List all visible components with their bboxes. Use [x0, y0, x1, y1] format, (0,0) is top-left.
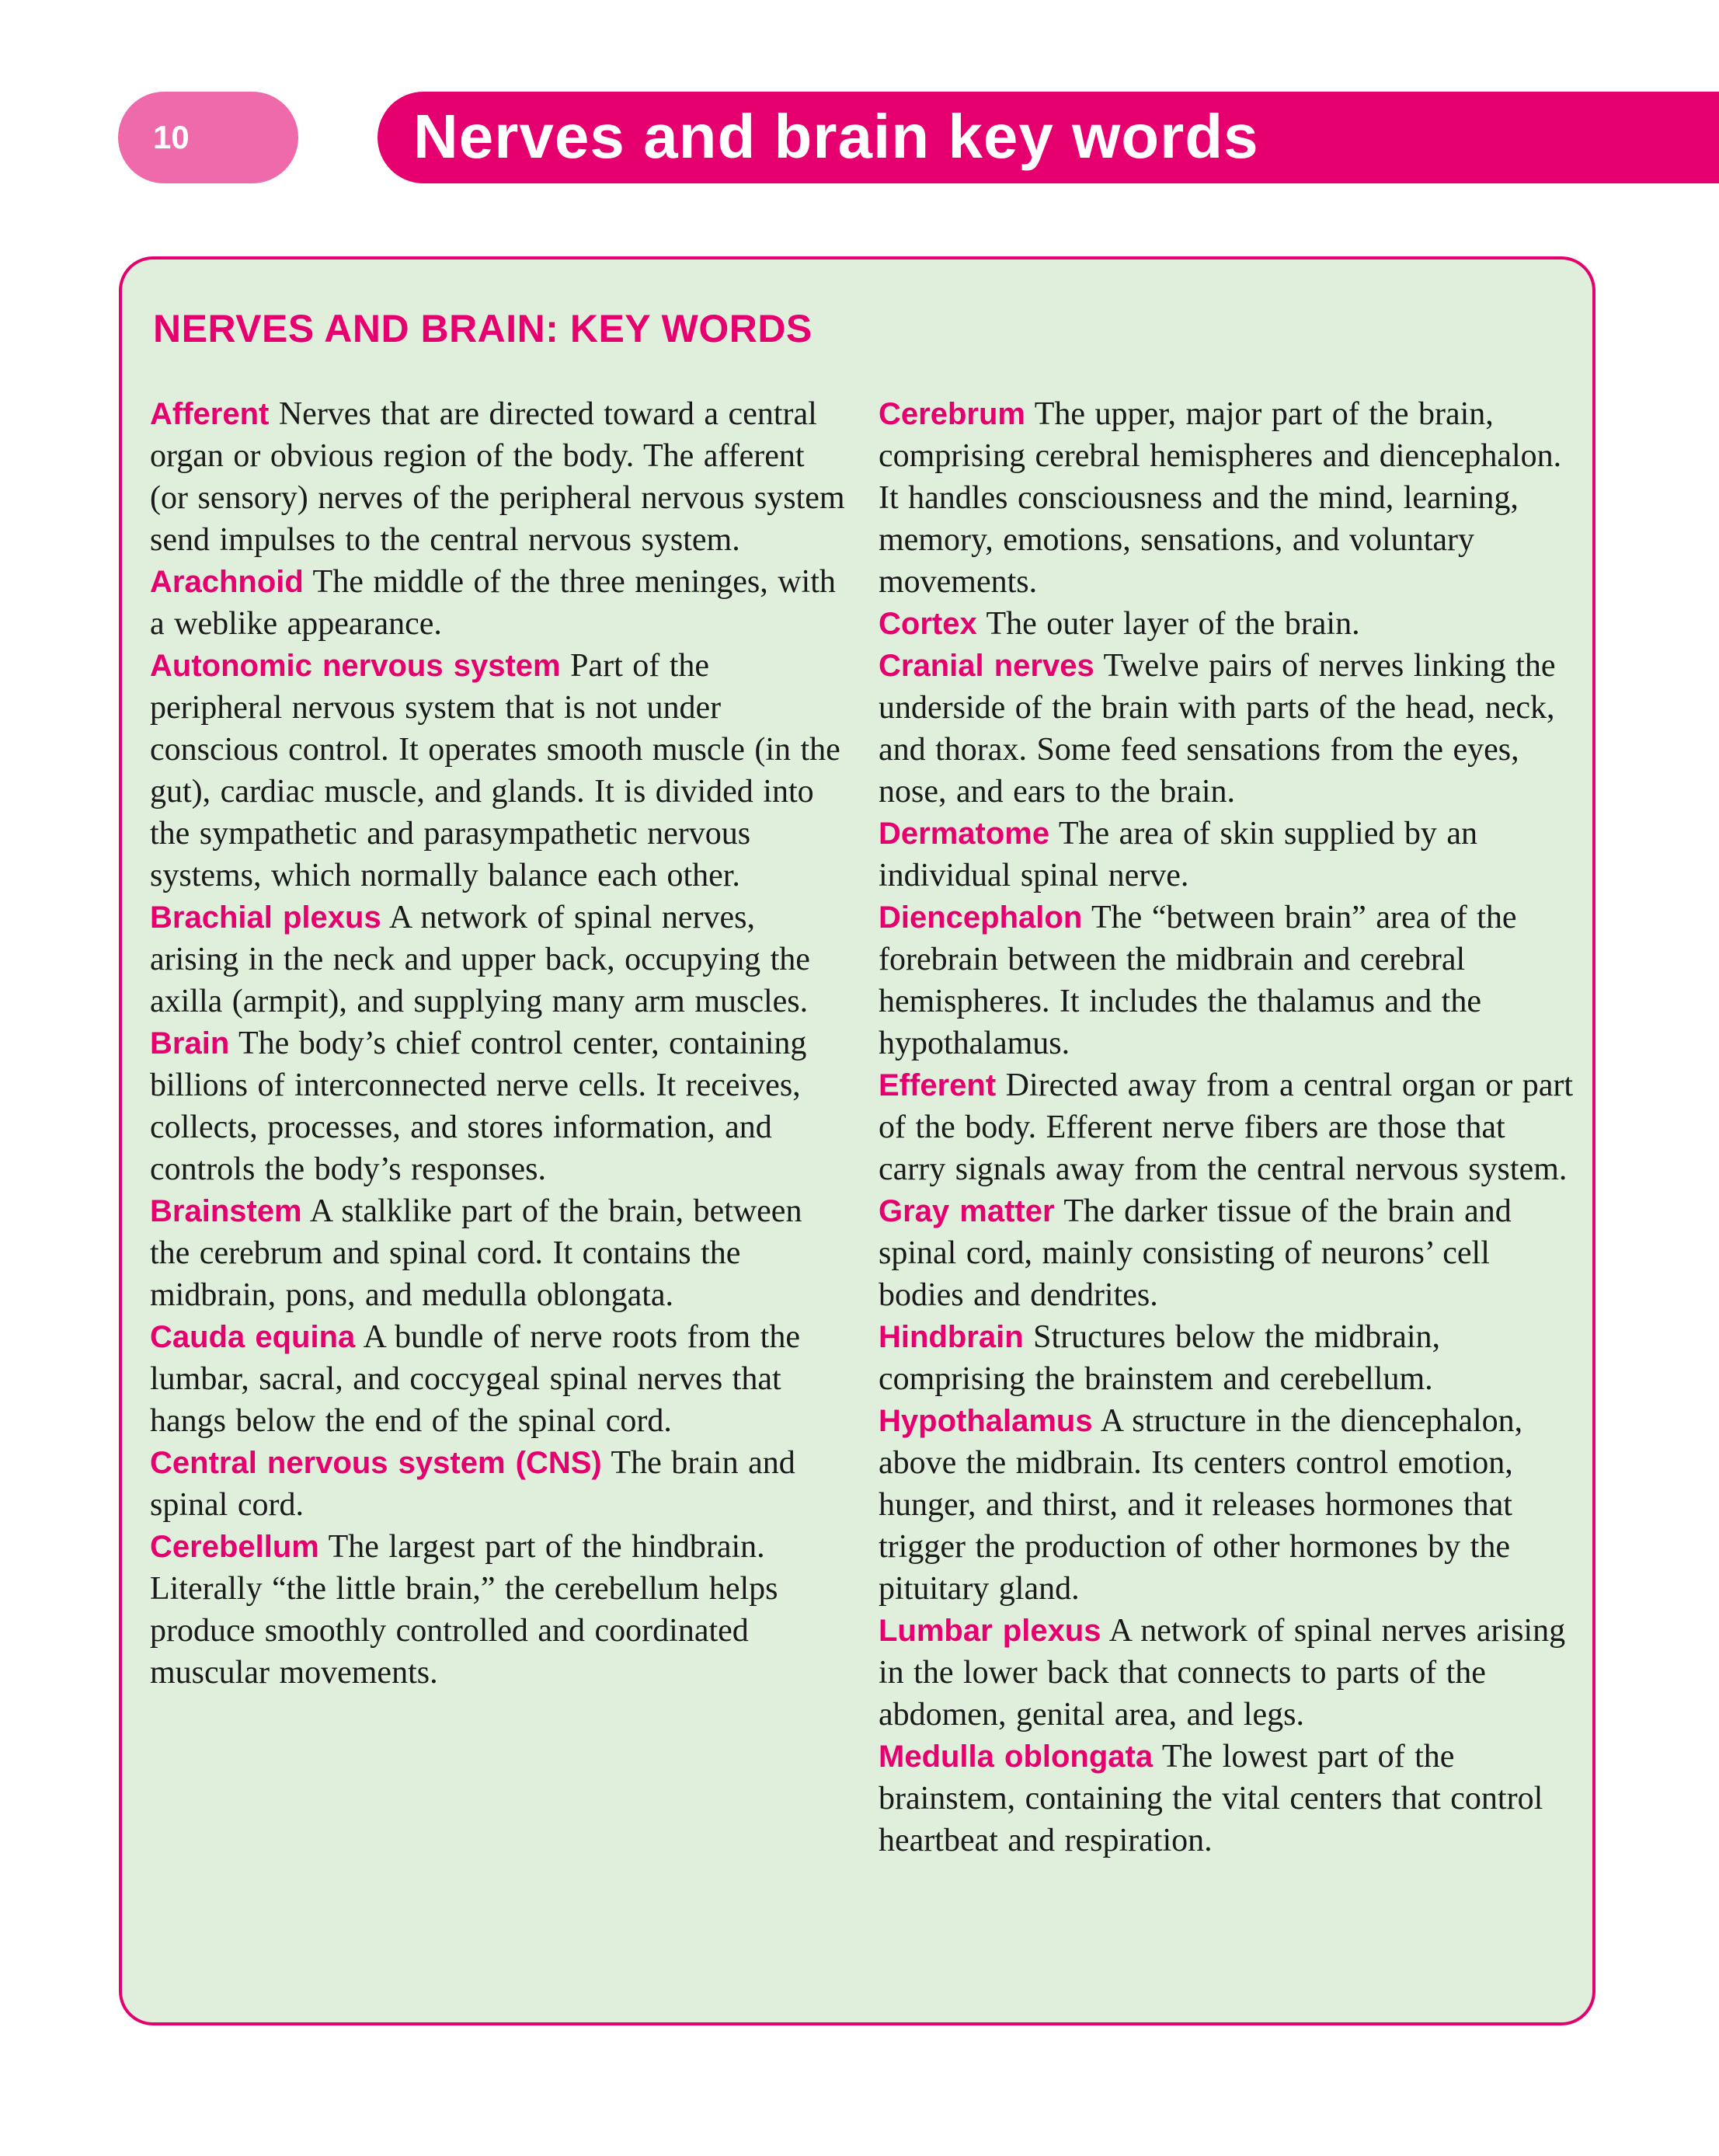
glossary-term: Diencephalon	[879, 900, 1083, 935]
glossary-entry-cranial-nerves	[879, 645, 1582, 813]
glossary-entry-hindbrain	[879, 1316, 1582, 1400]
glossary-term: Brain	[150, 1026, 230, 1061]
glossary-term: Efferent	[879, 1068, 997, 1102]
glossary-definition: Part of the peripheral nervous system that is not under conscious control. It operates smooth muscle (in the gut), cardiac muscle, and glands. It is divided into the sympathetic and parasympathetic nervous systems, which normally balance each other.	[150, 648, 840, 893]
glossary-definition: The brain and spinal cord.	[150, 1445, 795, 1523]
glossary-term: Afferent	[150, 397, 270, 431]
panel-heading: NERVES AND BRAIN: KEY WORDS	[153, 307, 813, 350]
left-column	[150, 393, 849, 1694]
glossary-definition: A bundle of nerve roots from the lumbar, sacral, and coccygeal spinal nerves that hangs below the end of the spinal cord.	[150, 1319, 800, 1439]
glossary-entry-cerebrum	[879, 393, 1582, 603]
glossary-entry-cortex	[879, 603, 1582, 645]
glossary-term: Lumbar plexus	[879, 1614, 1101, 1648]
glossary-entry-brainstem	[150, 1190, 849, 1316]
glossary-term: Cranial nerves	[879, 649, 1094, 683]
glossary-definition: The area of skin supplied by an individual spinal nerve.	[879, 816, 1478, 893]
glossary-entry-medulla-oblongata	[879, 1736, 1582, 1862]
glossary-entry-autonomic-nervous-system	[150, 645, 849, 897]
glossary-entry-dermatome	[879, 813, 1582, 897]
glossary-entry-hypothalamus	[879, 1400, 1582, 1610]
glossary-entry-central-nervous-system	[150, 1442, 849, 1526]
glossary-definition: A structure in the diencephalon, above the midbrain. Its centers control emotion, hunger, and thirst, and it releases hormones that trigger the production of other hormones by the pituitary gland.	[879, 1403, 1523, 1607]
glossary-entry-cauda-equina	[150, 1316, 849, 1442]
glossary-term: Brachial plexus	[150, 900, 381, 935]
glossary-term: Central nervous system (CNS)	[150, 1446, 602, 1480]
glossary-definition: Twelve pairs of nerves linking the underside of the brain with parts of the head, neck, and thorax. Some feed sensations from the eyes, nose, and ears to the brain.	[879, 648, 1556, 810]
glossary-definition: Structures below the midbrain, comprising the brainstem and cerebellum.	[879, 1319, 1441, 1397]
glossary-entry-efferent	[879, 1064, 1582, 1190]
key-words-panel	[119, 256, 1595, 2025]
glossary-term: Medulla oblongata	[879, 1740, 1154, 1774]
glossary-definition: The body’s chief control center, containing billions of interconnected nerve cells. It receives, collects, processes, and stores information, and controls the body’s responses.	[150, 1026, 807, 1187]
glossary-definition: The lowest part of the brainstem, containing the vital centers that control heartbeat and respiration.	[879, 1739, 1543, 1858]
glossary-term: Brainstem	[150, 1194, 302, 1228]
glossary-definition: A network of spinal nerves, arising in the neck and upper back, occupying the axilla (armpit), and supplying many arm muscles.	[150, 900, 810, 1019]
glossary-entry-gray-matter	[879, 1190, 1582, 1316]
page-title: Nerves and brain key words	[378, 92, 1719, 183]
glossary-entry-lumbar-plexus	[879, 1610, 1582, 1736]
glossary-definition: Nerves that are directed toward a central organ or obvious region of the body. The afferent (or sensory) nerves of the peripheral nervous system send impulses to the central nervous system.	[150, 396, 845, 558]
glossary-term: Arachnoid	[150, 565, 304, 599]
glossary-definition: A network of spinal nerves arising in the lower back that connects to parts of the abdomen, genital area, and legs.	[879, 1613, 1566, 1733]
glossary-definition: The outer layer of the brain.	[986, 606, 1360, 642]
glossary-definition: The darker tissue of the brain and spinal cord, mainly consisting of neurons’ cell bodies and dendrites.	[879, 1193, 1512, 1313]
glossary-definition: The upper, major part of the brain, comprising cerebral hemispheres and diencephalon. It handles consciousness and the mind, learning, memory, emotions, sensations, and voluntary movements.	[879, 396, 1562, 600]
glossary-entry-brachial-plexus	[150, 897, 849, 1022]
page-number: 10	[118, 92, 298, 183]
glossary-term: Cauda equina	[150, 1320, 356, 1354]
glossary-definition: Directed away from a central organ or part of the body. Efferent nerve fibers are those that carry signals away from the central nervous system.	[879, 1068, 1574, 1187]
glossary-term: Cortex	[879, 607, 977, 641]
glossary-entry-diencephalon	[879, 897, 1582, 1064]
glossary-entry-brain	[150, 1022, 849, 1190]
glossary-term: Autonomic nervous system	[150, 649, 561, 683]
glossary-definition: The largest part of the hindbrain. Literally “the little brain,” the cerebellum helps produce smoothly controlled and coordinated muscular movements.	[150, 1529, 778, 1691]
glossary-definition: A stalklike part of the brain, between the cerebrum and spinal cord. It contains the midbrain, pons, and medulla oblongata.	[150, 1193, 802, 1313]
glossary-entry-afferent	[150, 393, 849, 561]
glossary-term: Cerebellum	[150, 1530, 319, 1564]
glossary-entry-cerebellum	[150, 1526, 849, 1694]
glossary-definition: The middle of the three meninges, with a weblike appearance.	[150, 564, 836, 642]
glossary-entry-arachnoid	[150, 561, 849, 645]
glossary-term: Cerebrum	[879, 397, 1025, 431]
glossary-term: Gray matter	[879, 1194, 1055, 1228]
glossary-term: Dermatome	[879, 817, 1050, 851]
glossary-term: Hindbrain	[879, 1320, 1024, 1354]
glossary-definition: The “between brain” area of the forebrain between the midbrain and cerebral hemispheres. It includes the thalamus and the hypothalamus.	[879, 900, 1517, 1061]
right-column	[879, 393, 1582, 1862]
glossary-term: Hypothalamus	[879, 1404, 1093, 1438]
